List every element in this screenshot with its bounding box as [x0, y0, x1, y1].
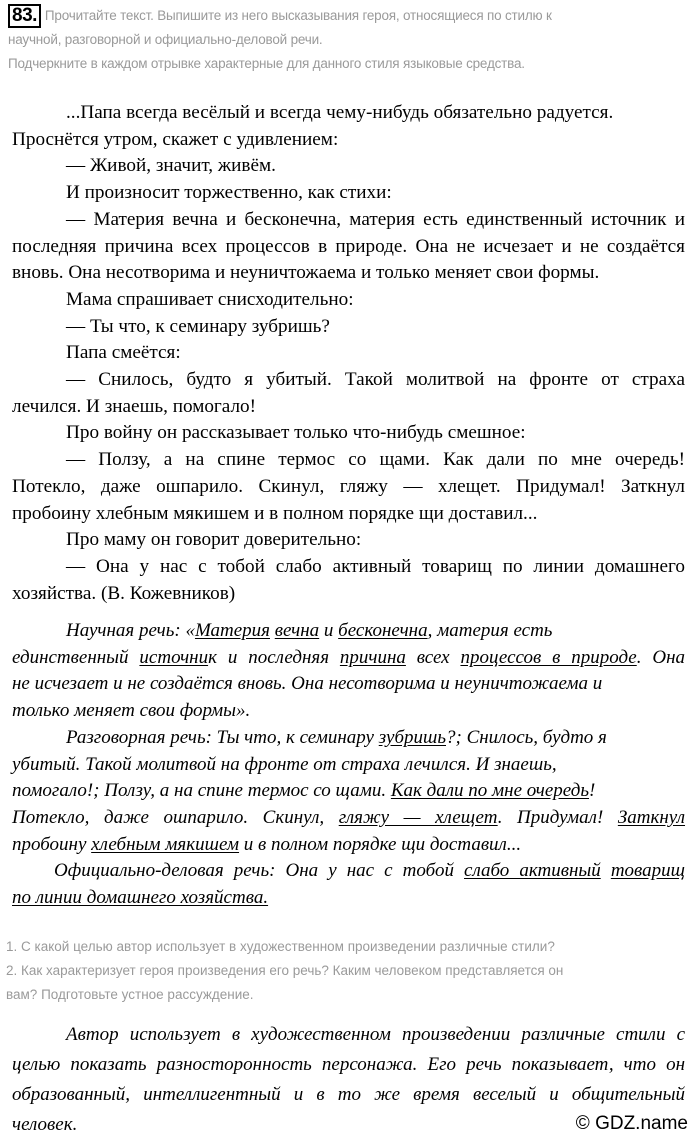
- text-segment: только меняет свои формы».: [12, 700, 251, 722]
- text-segment: и: [319, 620, 339, 641]
- text-segment: Мама спрашивает снисходительно:: [66, 288, 354, 310]
- text-segment: Автор использует в художественном произведении различные стили с: [66, 1024, 685, 1045]
- text-line: [12, 554, 685, 581]
- text-segment: лечился. И знаешь, помогало!: [12, 395, 257, 417]
- text-line: [12, 752, 685, 779]
- text-segment: Потекло, даже ошпарило. Скинул,: [12, 806, 339, 828]
- underlined-phrase: бесконечна: [338, 620, 428, 641]
- text-segment: Разговорная речь: Ты что, к семинару: [66, 726, 379, 748]
- text-segment: , материя есть: [427, 620, 553, 641]
- underlined-phrase: слабо активный: [464, 860, 601, 882]
- text-line: [12, 314, 685, 341]
- text-line: [12, 153, 685, 180]
- underlined-phrase: хлебным мякишем: [91, 833, 240, 855]
- text-line: [12, 127, 685, 154]
- text-segment: . Она: [636, 646, 685, 668]
- text-segment: Проснётся утром, скажет с удивлением:: [12, 128, 339, 150]
- text-segment: и в полном порядке щи доставил...: [239, 833, 522, 855]
- underlined-phrase: Заткнул: [617, 806, 686, 828]
- text-segment: образованный, интеллигентный и в то же время веселый и общительный: [12, 1084, 685, 1105]
- text-line: [12, 100, 685, 127]
- text-segment: хозяйства. (В. Кожевников): [12, 582, 236, 604]
- text-line: [12, 698, 685, 725]
- text-segment: — Ты что, к семинару зубришь?: [66, 315, 330, 337]
- text-line: [12, 420, 685, 447]
- text-segment: Про войну он рассказывает только что-нибудь смешное:: [66, 422, 526, 444]
- text-segment: помогало!; Ползу, а на спине термос со щами.: [12, 780, 391, 802]
- text-segment: пробоину: [12, 833, 92, 855]
- text-line: [12, 501, 685, 528]
- question-line: 1. С какой целью автор использует в художественном произведении различные стили?: [6, 939, 555, 954]
- text-segment: человек.: [12, 1114, 78, 1135]
- text-line: [12, 234, 685, 261]
- task-number: 83.: [8, 4, 41, 28]
- text-line: [12, 207, 685, 234]
- underlined-phrase: процессов в природе: [460, 646, 637, 668]
- text-line: [12, 858, 685, 885]
- text-segment: Про маму он говорит доверительно:: [66, 529, 362, 551]
- text-line: [12, 1020, 685, 1050]
- text-line: [12, 581, 685, 608]
- text-segment: Потекло, даже ошпарило. Скинул, гляжу — хлещет. Придумал! Заткнул: [12, 475, 685, 497]
- text-segment: . Придумал!: [497, 806, 618, 828]
- text-segment: Официально-деловая речь: Она у нас с тобой: [54, 860, 465, 882]
- answer-styles: [12, 618, 685, 912]
- task-line: Подчеркните в каждом отрывке характерные для данного стиля языковые средства.: [8, 56, 525, 71]
- text-segment: — Она у нас с тобой слабо активный товарищ по линии домашнего: [66, 555, 685, 577]
- text-segment: !: [589, 780, 596, 802]
- text-line: [12, 645, 685, 672]
- text-segment: Научная речь: «: [66, 620, 195, 641]
- text-line: [12, 180, 685, 207]
- question-line: 2. Как характеризует героя произведения его речь? Каким человеком представляется он: [6, 963, 564, 978]
- text-segment: единственный: [12, 646, 140, 668]
- text-segment: ...Папа всегда весёлый и всегда чему-нибудь обязательно радуется.: [66, 102, 614, 123]
- text-segment: вновь. Она несотворима и неуничтожаема и только меняет свои формы.: [12, 262, 600, 284]
- text-line: [12, 832, 685, 859]
- text-segment: целью показать разносторонность персонажа. Его речь показывает, что он: [12, 1054, 685, 1075]
- underlined-phrase: зубришь: [378, 726, 446, 748]
- underlined-phrase: по линии домашнего хозяйства.: [12, 887, 269, 909]
- text-line: [12, 394, 685, 421]
- text-line: [12, 725, 685, 752]
- text-segment: [601, 860, 611, 881]
- task-instructions: [8, 4, 698, 76]
- text-line: [12, 618, 685, 645]
- underlined-phrase: Материя: [194, 620, 270, 641]
- task-line: научной, разговорной и официально-деловой речи.: [8, 32, 323, 47]
- text-segment: Папа смеётся:: [66, 342, 181, 364]
- questions: [6, 935, 696, 1007]
- text-line: [12, 805, 685, 832]
- text-segment: к и последняя: [208, 646, 340, 668]
- text-segment: — Живой, значит, живём.: [66, 155, 276, 177]
- text-segment: всех: [405, 646, 461, 668]
- underlined-phrase: Как дали по мне очередь: [390, 780, 590, 802]
- text-line: [12, 1050, 685, 1080]
- text-line: [12, 778, 685, 805]
- text-line: [12, 340, 685, 367]
- text-segment: не исчезает и не создаётся вновь. Она несотворима и неуничтожаема и: [12, 673, 603, 695]
- text-line: [12, 527, 685, 554]
- text-segment: — Материя вечна и бесконечна, материя есть единственный источник и: [66, 208, 685, 230]
- question-line: вам? Подготовьте устное рассуждение.: [6, 987, 254, 1002]
- text-segment: — Ползу, а на спине термос со щами. Как дали по мне очередь!: [66, 449, 685, 471]
- underlined-phrase: причина: [339, 646, 406, 668]
- underlined-phrase: источни: [139, 646, 209, 668]
- text-line: [12, 1080, 685, 1110]
- task-line: Прочитайте текст. Выпишите из него высказывания героя, относящиеся по стилю к: [44, 8, 552, 23]
- text-line: [12, 447, 685, 474]
- underlined-phrase: гляжу — хлещет: [338, 806, 498, 828]
- text-segment: убитый. Такой молитвой на фронте от страха лечился. И знаешь,: [12, 753, 557, 775]
- watermark: © GDZ.name: [575, 1113, 688, 1134]
- text-segment: И произносит торжественно, как стихи:: [66, 182, 392, 204]
- underlined-phrase: товарищ: [610, 860, 686, 882]
- text-segment: пробоину хлебным мякишем и в полном порядке щи доставил...: [12, 502, 538, 524]
- text-segment: — Снилось, будто я убитый. Такой молитвой на фронте от страха: [66, 369, 685, 391]
- text-line: [12, 885, 685, 912]
- text-line: [12, 260, 685, 287]
- text-line: [12, 287, 685, 314]
- text-line: [12, 474, 685, 501]
- text-line: [12, 671, 685, 698]
- literary-text: [12, 100, 685, 607]
- text-segment: ?; Снилось, будто я: [446, 726, 607, 748]
- text-segment: последняя причина всех процессов в природе. Она не исчезает и не создаётся: [12, 235, 685, 257]
- underlined-phrase: вечна: [274, 620, 320, 641]
- text-line: [12, 367, 685, 394]
